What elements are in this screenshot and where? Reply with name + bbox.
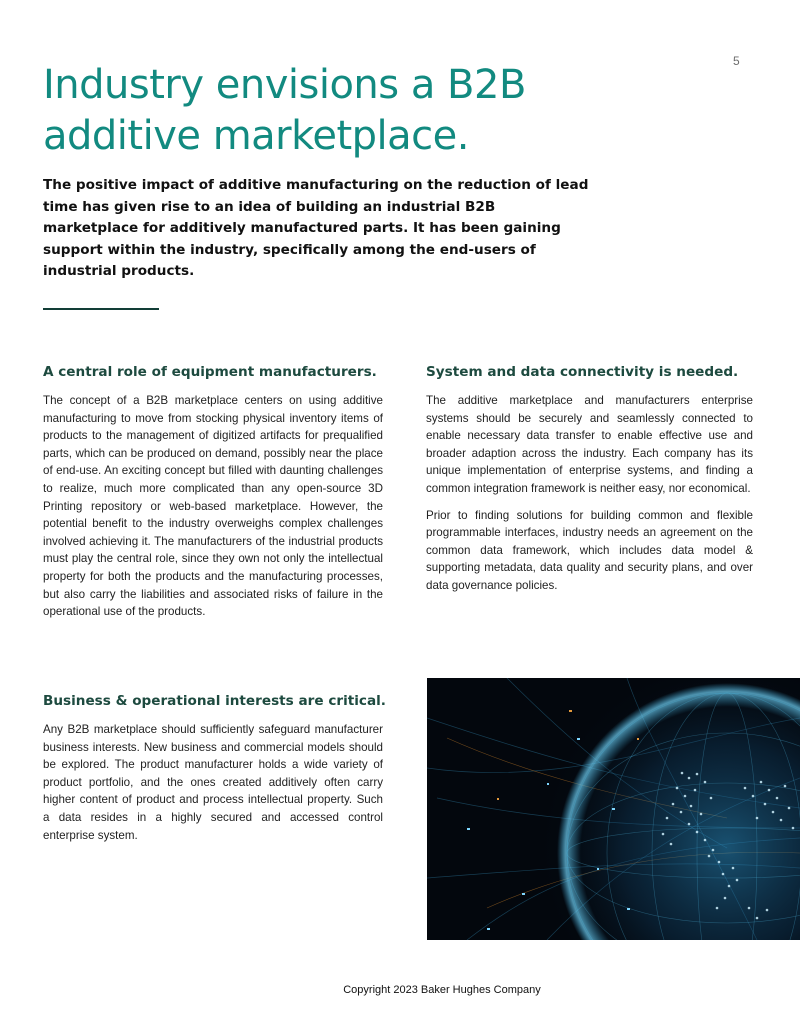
section-business-interests (43, 691, 386, 853)
title-line: Industry envisions a B2B (43, 62, 526, 108)
lead-line: The positive impact of additive manufacturing on the reduction of lead (43, 177, 589, 193)
lead-line: support within the industry, specifically among the end-users of (43, 241, 536, 258)
lead-line: industrial products. (43, 263, 195, 279)
title-line: additive marketplace. (43, 113, 469, 159)
section-central-role (43, 362, 383, 630)
page-title (43, 60, 603, 162)
lead-line: time has given rise to an idea of building an industrial B2B (43, 198, 496, 215)
section-paragraph: Prior to finding solutions for building common and flexible programmable interfaces, industry needs an agreement on the common data framework, which includes data model & supporting metadata, data quality and security plans, and over data governance policies. (426, 508, 753, 592)
section-connectivity (426, 362, 753, 604)
section-heading: Business & operational interests are critical. (43, 693, 386, 709)
digital-globe-image (427, 678, 800, 940)
globe-illustration (427, 678, 800, 940)
section-paragraph: The additive marketplace and manufacturers enterprise systems should be securely and seamlessly connected to enable necessary data transfer to enable effective use and broader adaption across the industry. Each company has its unique implementation of enterprise systems, and finding a common integration framework is neither easy, nor economical. (426, 394, 753, 495)
lead-paragraph (43, 175, 589, 283)
section-heading: A central role of equipment manufacturers. (43, 364, 377, 380)
lead-line: marketplace for additively manufactured parts. It has been gaining (43, 220, 561, 236)
page-footer: Copyright 2023 Baker Hughes Company (343, 984, 541, 996)
section-heading: System and data connectivity is needed. (426, 364, 739, 380)
section-divider (43, 308, 159, 310)
page-number: 5 (733, 54, 740, 68)
section-paragraph: The concept of a B2B marketplace centers on using additive manufacturing to move from stocking physical inventory items of products to the management of digitized artifacts for prequalified parts, which can be produced on demand, possibly near the place of end-use. An exciting concept but filled with daunting challenges to realize, much more complicated than any open-source 3D Printing repository or web-based marketplace. However, the potential benefit to the industry overweighs complex challenges involved achieving it. The manufacturers of the industrial products must play the central role, since they own not only the intellectual property for both the products and the manufacturing processes, but also carry the liabilities and associated risks of failure in the operational use of the products. (43, 394, 383, 619)
section-paragraph: Any B2B marketplace should sufficiently safeguard manufacturer business interests. New business and commercial models should be explored. The product manufacturer holds a wide variety of product portfolio, and the ones created additively often carry higher content of product and process intellectual property. Such a data resides in a highly secured and accessed control enterprise system. (43, 723, 383, 842)
